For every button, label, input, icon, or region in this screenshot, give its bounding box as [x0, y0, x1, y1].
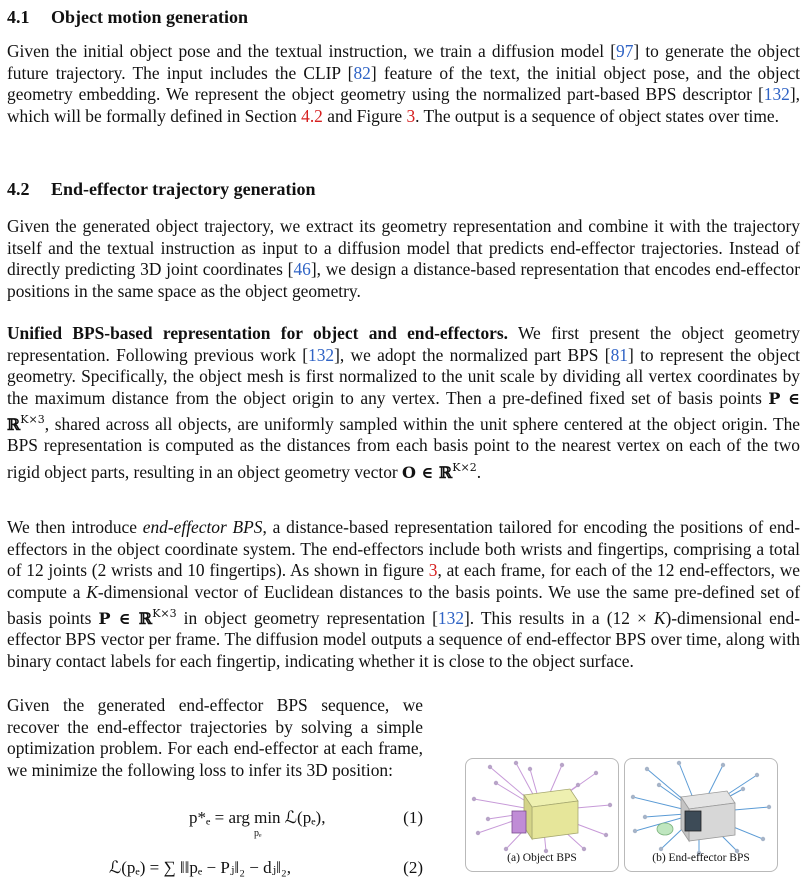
- paragraph: We then introduce end-effector BPS, a distance-based representation tailored for encoding the positions of end-effectors in the object coordinate system. The end-effectors include both wrists and fingertips, comprising a total of 12 joints (2 wrists and 10 fingertips). As shown in figure 3, at each frame, for each of the 12 end-effectors, we compute a K-dimensional vector of Euclidean distances to the basis points. We use the same pre-defined set of basis points P ∈ ℝ$^{K\times 3}$ in object geometry representation [132]. This results in a (12 × K)-dimensional end-effector BPS vector per frame. The diffusion model outputs a sequence of end-effector BPS over time, along with binary contact labels for each fingertip, indicating whether it is close to the object surface.: [7, 517, 801, 671]
- section-number: 4.2: [7, 179, 30, 199]
- section-heading: [7, 178, 800, 200]
- equation-number: (2): [403, 858, 423, 877]
- citation-link[interactable]: 46: [293, 259, 311, 279]
- paragraph: Given the generated object trajectory, we extract its geometry representation and combine it with the trajectory itself and the textual instruction as input to a diffusion model that predicts end-effector trajectories. Instead of directly predicting 3D joint coordinates [46], we design a distance-based representation that encodes end-effector positions in the same space as the object geometry.: [7, 216, 800, 301]
- figure-caption: (b) End-effector BPS: [652, 852, 750, 864]
- citation-link[interactable]: 132: [763, 84, 790, 104]
- section-4-1: [7, 6, 800, 28]
- figure-end-effector-bps: [624, 758, 778, 872]
- paragraph: Unified BPS-based representation for object and end-effectors. We first present the object geometry representation. Following previous work [132], we adopt the normalized part BPS [81] to represent the object geometry. Specifically, the object mesh is first normalized to the unit scale by dividing all vertex coordinates by the maximum distance from the object origin to any vertex. Then a pre-defined fixed set of basis points P ∈ ℝ$^{K\times 3}$, shared across all objects, are uniformly sampled within the unit sphere centered at the object origin. The BPS representation is computed as the distances from each basis point to the nearest vertex on each of the two rigid object parts, resulting in an object geometry vector O ∈ ℝ$^{K\times 2}$.: [7, 323, 800, 482]
- section-4-2: [7, 178, 800, 200]
- equation-1: p*ₑ = arg min ℒ(pₑ),: [189, 808, 326, 827]
- emphasis: end-effector BPS: [142, 517, 263, 537]
- equation-block: [7, 808, 423, 878]
- paragraph-title: Unified BPS-based representation for object and end-effectors.: [7, 323, 508, 343]
- equation-number: (1): [403, 808, 423, 827]
- section-heading: [7, 6, 800, 28]
- citation-link[interactable]: 132: [308, 344, 335, 365]
- math-inline: P ∈ ℝ: [98, 608, 153, 628]
- figure-ref-link[interactable]: 3: [428, 560, 438, 580]
- section-title: Object motion generation: [51, 7, 248, 27]
- citation-link[interactable]: 82: [353, 62, 371, 83]
- equation-2: ℒ(pₑ) = ∑ ‖‖pₑ − Pⱼ‖₂ − dⱼ‖₂,: [109, 858, 292, 877]
- math-inline: P ∈ ℝ: [7, 388, 800, 434]
- figure-object-bps: [465, 758, 619, 872]
- paragraph: Given the initial object pose and the textual instruction, we train a diffusion model [97] to generate the object future trajectory. The input includes the CLIP [82] feature of the text, the initial object pose, and the object geometry embedding. We represent the object geometry using the normalized part-based BPS descriptor [132], which will be formally defined in Section 4.2 and Figure 3. The output is a sequence of object states over time.: [7, 41, 800, 126]
- section-title: End-effector trajectory generation: [51, 179, 316, 199]
- section-ref-link[interactable]: 4.2: [301, 105, 323, 126]
- object-mesh: [512, 789, 578, 839]
- equation-1-subscript: pₑ: [254, 828, 262, 839]
- object-mesh: [657, 791, 735, 841]
- citation-link[interactable]: 81: [610, 344, 628, 365]
- citation-link[interactable]: 132: [437, 607, 465, 628]
- figure-ref-link[interactable]: 3: [406, 105, 416, 126]
- figure-caption: (a) Object BPS: [507, 852, 577, 864]
- math-inline: O ∈ ℝ: [402, 462, 453, 482]
- citation-link[interactable]: 97: [616, 41, 634, 61]
- paragraph: Given the generated end-effector BPS sequence, we recover the end-effector trajectories by solving a simple optimization problem. For each end-effector at each frame, we minimize the following loss to infer its 3D position:: [7, 695, 423, 780]
- section-number: 4.1: [7, 7, 30, 27]
